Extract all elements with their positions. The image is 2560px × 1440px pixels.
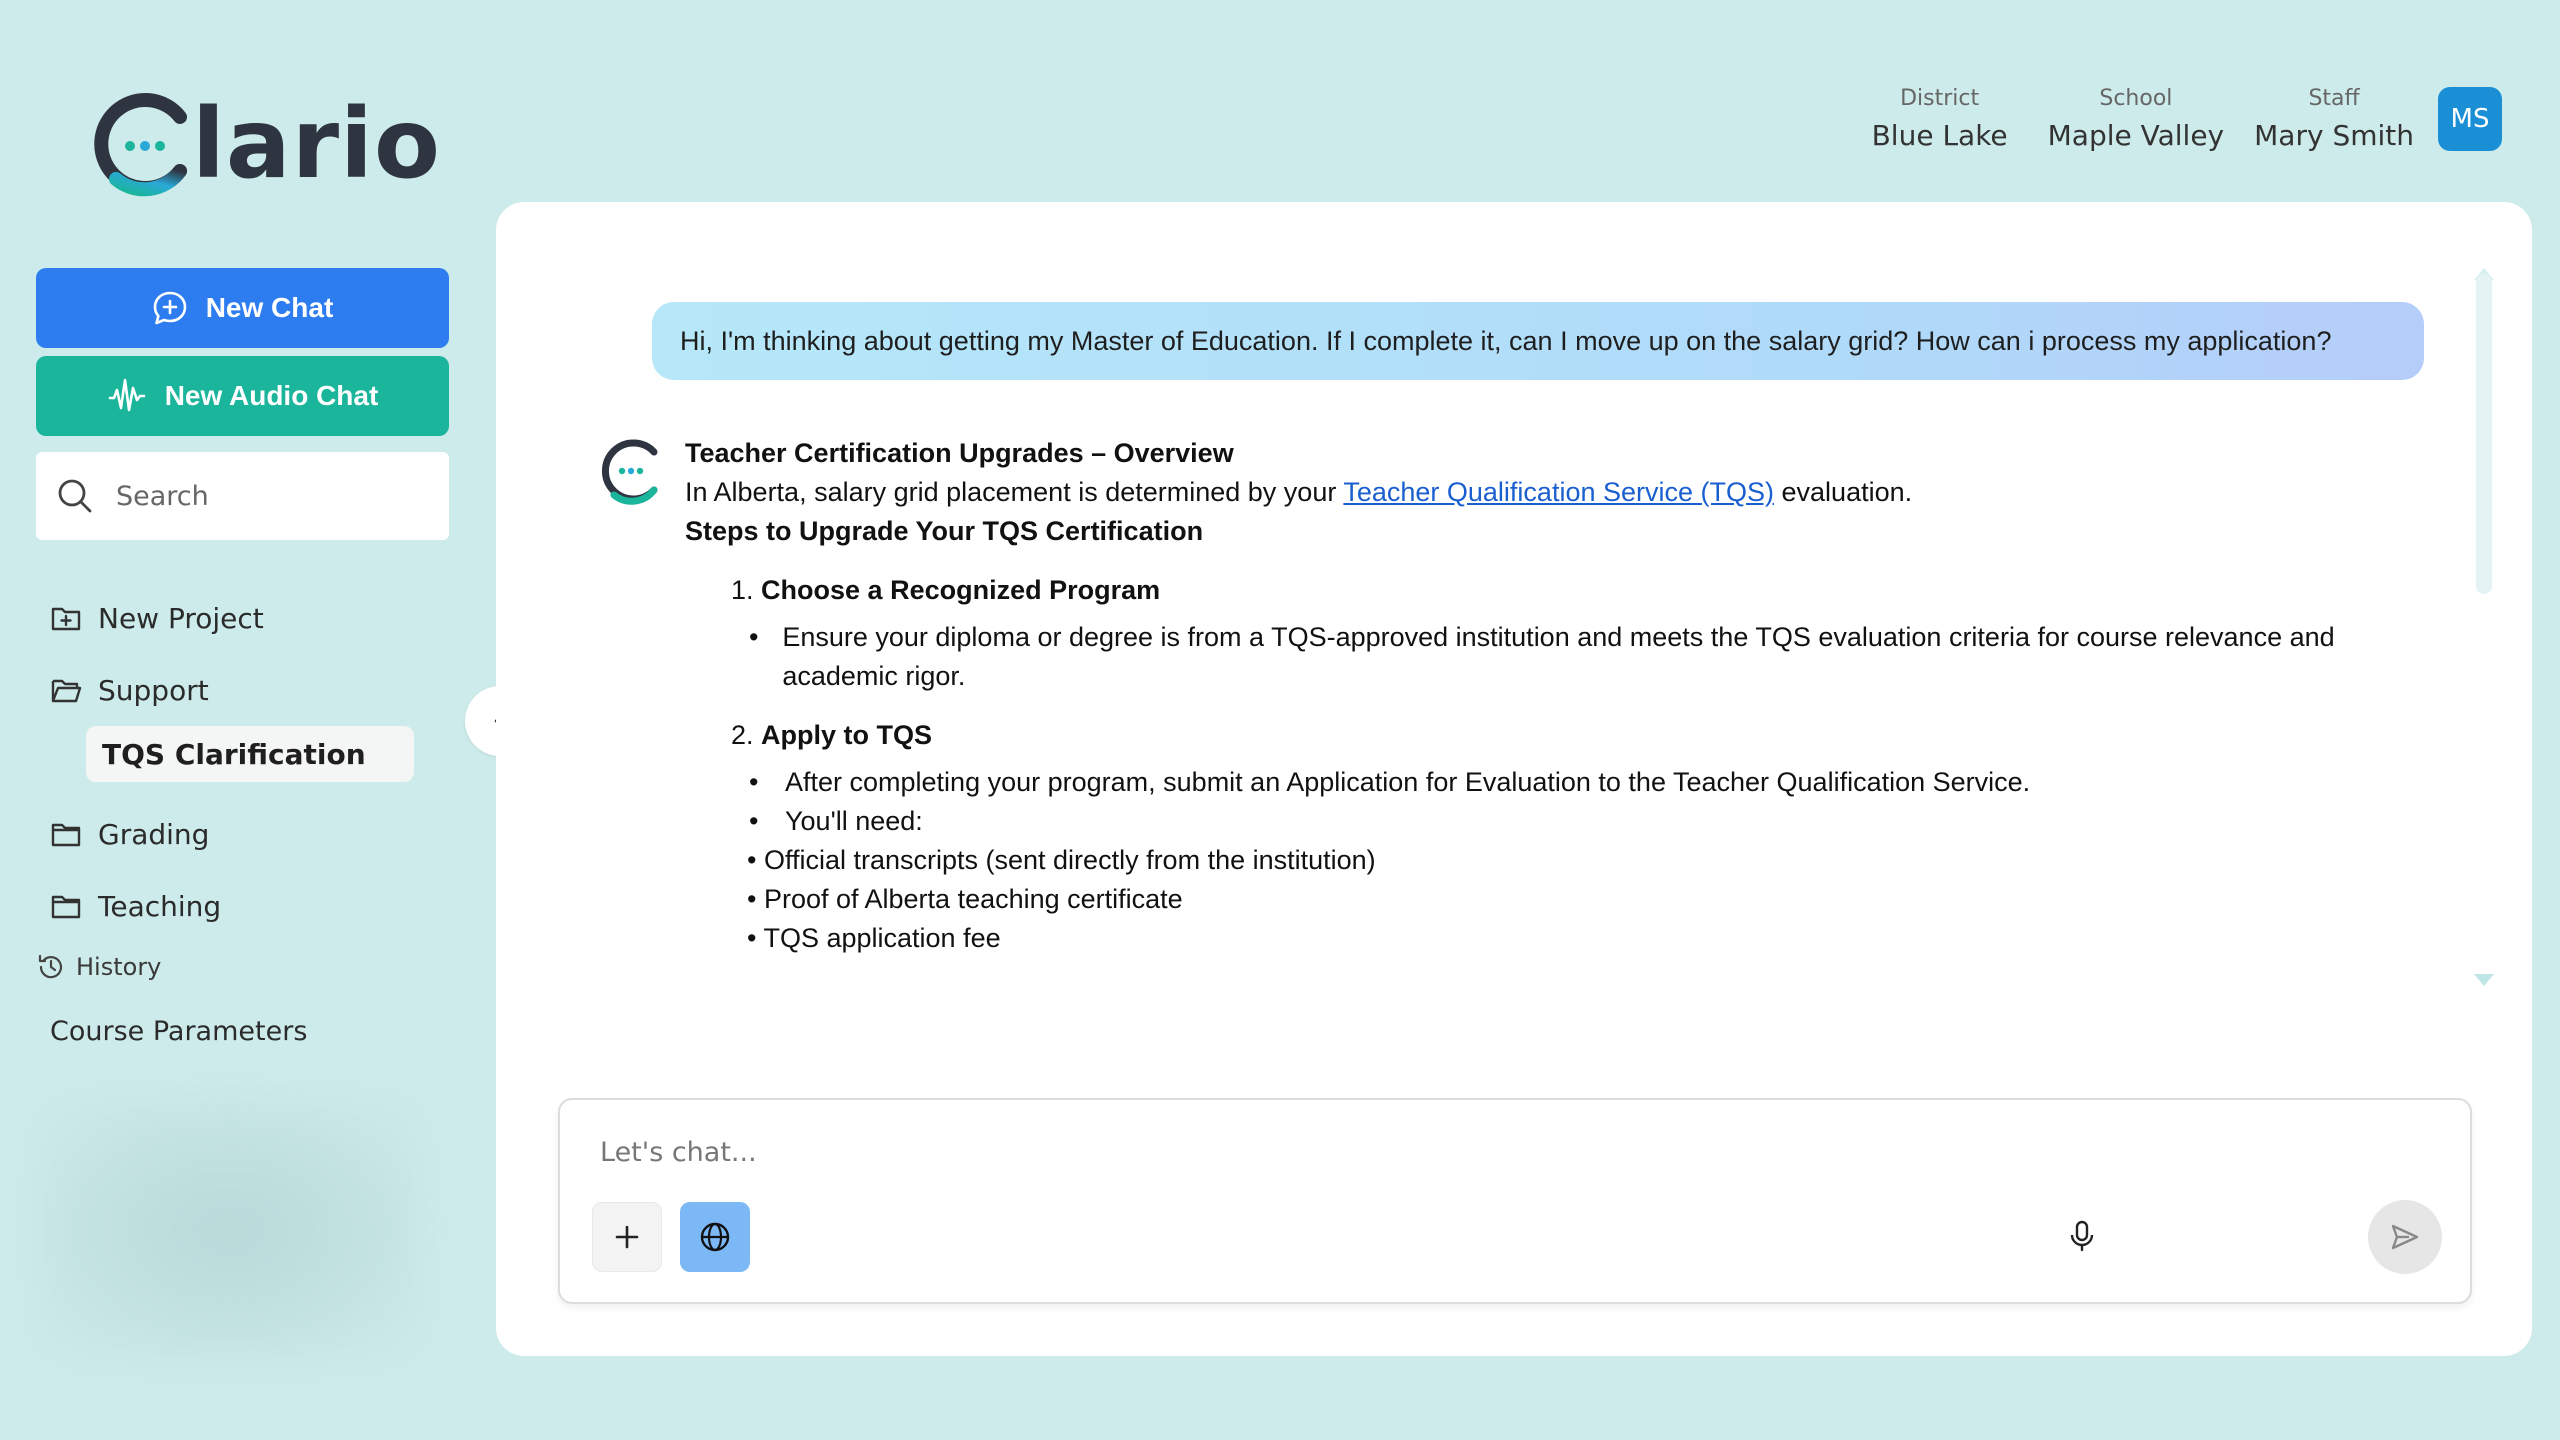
step-number: 2. <box>731 720 754 750</box>
audio-wave-icon <box>107 376 147 416</box>
globe-icon <box>698 1220 732 1254</box>
user-avatar[interactable]: MS <box>2438 87 2502 151</box>
sidebar-item-label: Support <box>98 673 209 707</box>
bullet-item <box>747 802 2396 841</box>
bullet-item <box>747 763 2396 802</box>
message-composer <box>558 1098 2472 1304</box>
sidebar-nav <box>36 592 449 1047</box>
step-number: 1. <box>731 575 754 605</box>
app-logo <box>88 88 441 200</box>
step-bullets <box>747 763 2396 841</box>
requirement-item: • Official transcripts (sent directly from the institution) <box>747 845 1376 875</box>
send-icon <box>2389 1221 2421 1253</box>
bullet-dot: • <box>749 806 759 836</box>
folder-open-icon <box>50 674 82 706</box>
sidebar-item-label: TQS Clarification <box>102 737 366 771</box>
staff-label: Staff <box>2308 86 2360 111</box>
bullet-dot: • <box>749 622 759 652</box>
intro-text: In Alberta, salary grid placement is determined by your <box>685 477 1337 507</box>
new-chat-button[interactable] <box>36 268 449 348</box>
sidebar-item-label: New Project <box>98 601 264 635</box>
chat-input[interactable] <box>598 1136 2098 1169</box>
sidebar-item-teaching[interactable] <box>36 880 449 932</box>
blur-decoration <box>40 1100 420 1360</box>
sidebar-item-tqs-clarification[interactable] <box>86 726 414 782</box>
tqs-link[interactable]: Teacher Qualification Service (TQS) <box>1343 477 1774 507</box>
search-icon <box>56 477 94 515</box>
history-item[interactable]: Course Parameters <box>50 1016 308 1047</box>
user-context-header <box>1872 86 2502 152</box>
chat-panel <box>496 202 2532 1356</box>
sidebar-item-label: Teaching <box>98 889 222 923</box>
user-message-bubble <box>652 302 2424 380</box>
district-label: District <box>1900 86 1980 111</box>
send-button[interactable] <box>2368 1200 2442 1274</box>
school-value: Maple Valley <box>2047 119 2225 152</box>
logo-mark-icon <box>88 89 198 199</box>
plus-icon <box>614 1224 640 1250</box>
answer-body <box>685 434 2396 958</box>
sidebar-search <box>36 452 449 540</box>
sidebar <box>36 268 449 1047</box>
scrollbar[interactable] <box>2476 274 2492 594</box>
logo-text: lario <box>192 88 441 200</box>
scroll-down-arrow[interactable] <box>2474 974 2494 986</box>
step-title: Choose a Recognized Program <box>761 575 1161 605</box>
bullet-dot: • <box>749 767 759 797</box>
bullet-text: Ensure your diploma or degree is from a TQS-approved institution and meets the TQS evaluation criteria for course relevance and academic rigor. <box>782 622 2335 691</box>
step-item <box>731 571 2396 696</box>
new-audio-chat-button[interactable] <box>36 356 449 436</box>
bullet-item <box>747 618 2396 696</box>
search-input[interactable] <box>114 480 434 513</box>
step-title: Apply to TQS <box>761 720 933 750</box>
staff-info <box>2254 86 2414 152</box>
intro-text-end: evaluation. <box>1781 477 1913 507</box>
answer-intro <box>685 473 2396 512</box>
microphone-icon <box>2067 1219 2097 1253</box>
attach-button[interactable] <box>592 1202 662 1272</box>
bullet-text: After completing your program, submit an Application for Evaluation to the Teacher Qualification Service. <box>785 767 2031 797</box>
history-heading <box>36 952 449 982</box>
new-chat-label: New Chat <box>205 292 334 323</box>
sidebar-item-new-project[interactable] <box>36 592 449 644</box>
sidebar-item-support[interactable] <box>36 664 449 716</box>
history-label: History <box>76 953 162 981</box>
new-audio-chat-label: New Audio Chat <box>164 380 379 411</box>
school-label: School <box>2099 86 2173 111</box>
bullet-text: You'll need: <box>785 806 923 836</box>
step-heading <box>731 716 2396 755</box>
folder-icon <box>50 818 82 850</box>
folder-plus-icon <box>50 602 82 634</box>
step-bullets <box>747 618 2396 696</box>
answer-title: Teacher Certification Upgrades – Overview <box>685 438 1234 468</box>
folder-icon <box>50 890 82 922</box>
history-icon <box>36 952 66 982</box>
assistant-avatar-icon <box>596 434 664 508</box>
steps-heading: Steps to Upgrade Your TQS Certification <box>685 516 1204 546</box>
requirement-item: • Proof of Alberta teaching certificate <box>747 884 1183 914</box>
district-value: Blue Lake <box>1871 119 2008 152</box>
web-search-toggle[interactable] <box>680 1202 750 1272</box>
chat-plus-icon <box>152 290 188 326</box>
requirement-item: • TQS application fee <box>747 923 1001 953</box>
step-heading <box>731 571 2396 610</box>
district-info <box>1872 86 2008 152</box>
microphone-button[interactable] <box>2052 1206 2112 1266</box>
sidebar-item-grading[interactable] <box>36 808 449 860</box>
step-item <box>731 716 2396 958</box>
staff-value: Mary Smith <box>2254 119 2414 152</box>
user-message-text: Hi, I'm thinking about getting my Master of Education. If I complete it, can I move up on the salary grid? How can i process my application? <box>680 325 2332 356</box>
assistant-message <box>596 434 2396 958</box>
school-info <box>2048 86 2225 152</box>
sidebar-item-label: Grading <box>98 817 210 851</box>
